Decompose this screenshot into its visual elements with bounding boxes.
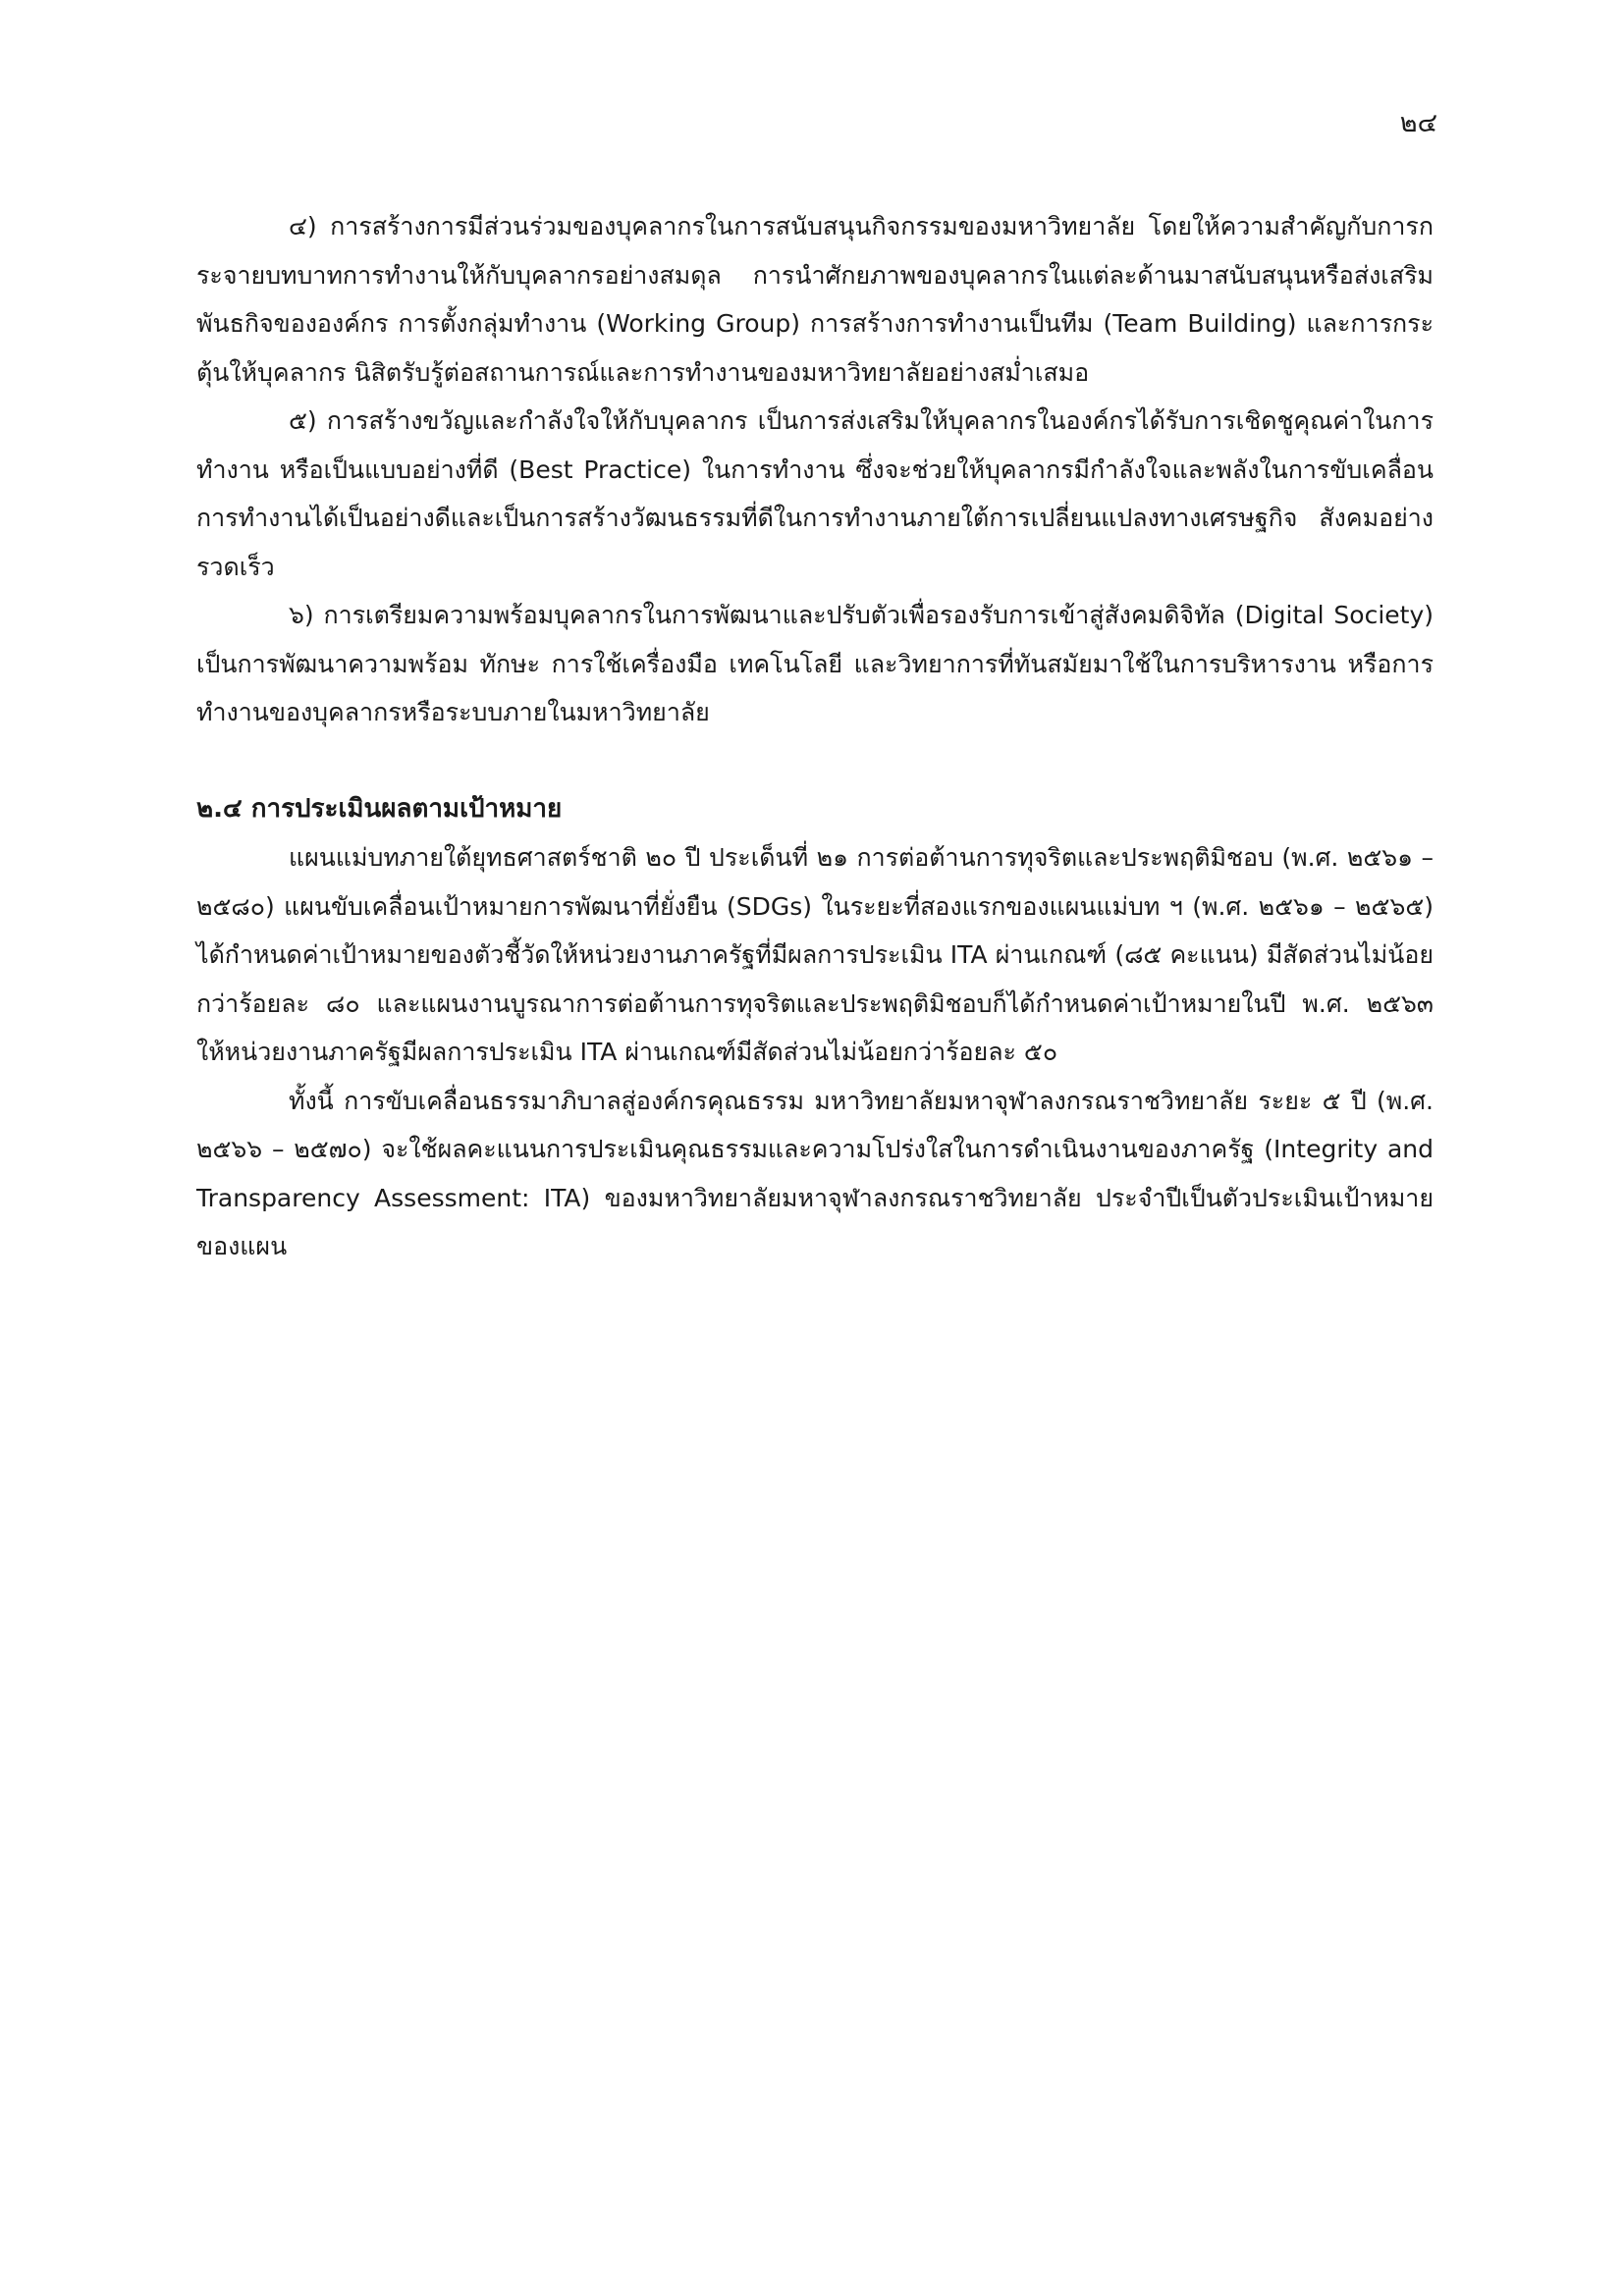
document-body: [196, 202, 1434, 1271]
section-heading: ๒.๔ การประเมินผลตามเป้าหมาย: [196, 793, 563, 824]
section-paragraph-2: ทั้งนี้ การขับเคลื่อนธรรมาภิบาลสู่องค์กรคุณธรรม มหาวิทยาลัยมหาจุฬาลงกรณราชวิทยาลัย ระยะ ๕ ปี (พ.ศ. ๒๕๖๖ – ๒๕๗๐) จะใช้ผลคะแนนการประเมินคุณธรรมและความโปร่งใสในการดำเนินงานของภาครัฐ (Integrity and Transparency Assessment: ITA) ของมหาวิทยาลัยมหาจุฬาลงกรณราชวิทยาลัย ประจำปีเป็นตัวประเมินเป้าหมายของแผน: [196, 1086, 1434, 1260]
paragraph-item-4: ๔) การสร้างการมีส่วนร่วมของบุคลากรในการสนับสนุนกิจกรรมของมหาวิทยาลัย โดยให้ความสำคัญกับการกระจายบทบาทการทำงานให้กับบุคลากรอย่างสมดุล การนำศักยภาพของบุคลากรในแต่ละด้านมาสนับสนุนหรือส่งเสริมพันธกิจขององค์กร การตั้งกลุ่มทำงาน (Working Group) การสร้างการทำงานเป็นทีม (Team Building) และการกระตุ้นให้บุคลากร นิสิตรับรู้ต่อสถานการณ์และการทำงานของมหาวิทยาลัยอย่างสม่ำเสมอ: [196, 212, 1434, 387]
paragraph-item-5: ๕) การสร้างขวัญและกำลังใจให้กับบุคลากร เป็นการส่งเสริมให้บุคลากรในองค์กรได้รับการเชิดชูคุณค่าในการทำงาน หรือเป็นแบบอย่างที่ดี (Best Practice) ในการทำงาน ซึ่งจะช่วยให้บุคลากรมีกำลังใจและพลังในการขับเคลื่อนการทำงานได้เป็นอย่างดีและเป็นการสร้างวัฒนธรรมที่ดีในการทำงานภายใต้การเปลี่ยนแปลงทางเศรษฐกิจ สังคมอย่างรวดเร็ว: [196, 406, 1434, 581]
section-paragraph-1: แผนแม่บทภายใต้ยุทธศาสตร์ชาติ ๒๐ ปี ประเด็นที่ ๒๑ การต่อต้านการทุจริตและประพฤติมิชอบ (พ.ศ. ๒๕๖๑ – ๒๕๘๐) แผนขับเคลื่อนเป้าหมายการพัฒนาที่ยั่งยืน (SDGs) ในระยะที่สองแรกของแผนแม่บท ฯ (พ.ศ. ๒๕๖๑ – ๒๕๖๕) ได้กำหนดค่าเป้าหมายของตัวชี้วัดให้หน่วยงานภาครัฐที่มีผลการประเมิน ITA ผ่านเกณฑ์ (๘๕ คะแนน) มีสัดส่วนไม่น้อยกว่าร้อยละ ๘๐ และแผนงานบูรณาการต่อต้านการทุจริตและประพฤติมิชอบก็ได้กำหนดค่าเป้าหมายในปี พ.ศ. ๒๕๖๓ ให้หน่วยงานภาครัฐมีผลการประเมิน ITA ผ่านเกณฑ์มีสัดส่วนไม่น้อยกว่าร้อยละ ๕๐: [196, 843, 1434, 1066]
paragraph-item-6: ๖) การเตรียมความพร้อมบุคลากรในการพัฒนาและปรับตัวเพื่อรองรับการเข้าสู่สังคมดิจิทัล (Digital Society) เป็นการพัฒนาความพร้อม ทักษะ การใช้เครื่องมือ เทคโนโลยี และวิทยาการที่ทันสมัยมาใช้ในการบริหารงาน หรือการทำงานของบุคลากรหรือระบบภายในมหาวิทยาลัย: [196, 601, 1434, 726]
page-number: ๒๔: [1399, 108, 1437, 138]
